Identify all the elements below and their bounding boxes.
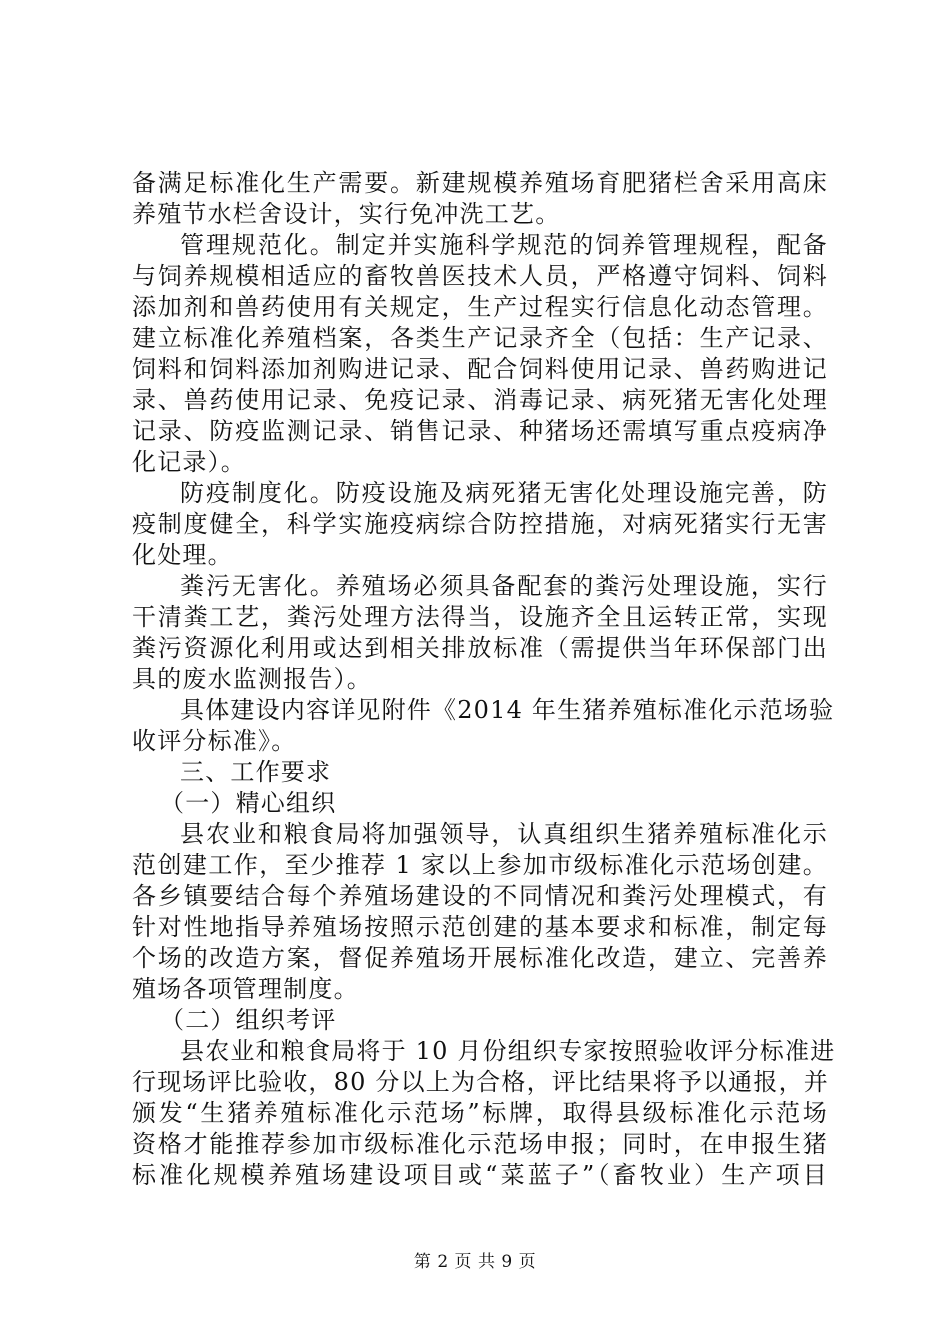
text-line: 疫制度健全，科学实施疫病综合防控措施，对病死猪实行无害 [132, 510, 828, 538]
text-line: 收评分标准》。 [132, 727, 297, 755]
text-line: 县农业和粮食局将加强领导，认真组织生猪养殖标准化示 [180, 820, 828, 848]
paragraph-heading-line: 管理规范化。制定并实施科学规范的饲养管理规程，配备 [180, 231, 828, 259]
text-line: 记录、防疫监测记录、销售记录、种猪场还需填写重点疫病净 [132, 417, 828, 445]
text-line: 化记录）。 [132, 448, 246, 476]
text-line: 资格才能推荐参加市级标准化示范场申报；同时，在申报生猪 [132, 1130, 828, 1158]
text-line: 饲料和饲料添加剂购进记录、配合饲料使用记录、兽药购进记 [132, 355, 828, 383]
subsection-heading: （一）精心组织 [160, 789, 337, 817]
text-line: 添加剂和兽药使用有关规定，生产过程实行信息化动态管理。 [132, 293, 828, 321]
text-line: 具体建设内容详见附件《2014 年生猪养殖标准化示范场验 [180, 696, 835, 724]
text-line: 各乡镇要结合每个养殖场建设的不同情况和粪污处理模式，有 [132, 882, 828, 910]
text-line: 具的废水监测报告）。 [132, 665, 372, 693]
text-line: 与饲养规模相适应的畜牧兽医技术人员，严格遵守饲料、饲料 [132, 262, 828, 290]
page-number-footer: 第 2 页 共 9 页 [413, 1252, 537, 1272]
document-body [132, 168, 836, 1191]
text-line: 县农业和粮食局将于 10 月份组织专家按照验收评分标准进 [180, 1037, 836, 1065]
text-line: 个场的改造方案，督促养殖场开展标准化改造，建立、完善养 [132, 944, 828, 972]
paragraph-heading-line: 防疫制度化。防疫设施及病死猪无害化处理设施完善，防 [180, 479, 828, 507]
text-line: 建立标准化养殖档案，各类生产记录齐全（包括：生产记录、 [132, 324, 828, 352]
text-line: 殖场各项管理制度。 [132, 975, 359, 1003]
paragraph-heading-line: 粪污无害化。养殖场必须具备配套的粪污处理设施，实行 [180, 572, 828, 600]
text-line: 化处理。 [132, 541, 233, 569]
text-line: 颁发“生猪养殖标准化示范场”标牌，取得县级标准化示范场 [132, 1099, 828, 1127]
text-line: 养殖节水栏舍设计，实行免冲洗工艺。 [132, 200, 561, 228]
text-line: 行现场评比验收，80 分以上为合格，评比结果将予以通报，并 [132, 1068, 829, 1096]
text-line: 录、兽药使用记录、免疫记录、消毒记录、病死猪无害化处理 [132, 386, 828, 414]
text-line: 干清粪工艺，粪污处理方法得当，设施齐全且运转正常，实现 [132, 603, 828, 631]
text-line: 备满足标准化生产需要。新建规模养殖场育肥猪栏舍采用高床 [132, 169, 828, 197]
subsection-heading: （二）组织考评 [160, 1006, 337, 1034]
text-line: 范创建工作，至少推荐 1 家以上参加市级标准化示范场创建。 [132, 851, 828, 879]
text-line: 针对性地指导养殖场按照示范创建的基本要求和标准，制定每 [132, 913, 828, 941]
text-line: 粪污资源化利用或达到相关排放标准（需提供当年环保部门出 [132, 634, 828, 662]
section-heading: 三、工作要求 [180, 758, 332, 786]
text-line: 标准化规模养殖场建设项目或“菜蓝子”（畜牧业）生产项目 [132, 1161, 828, 1189]
